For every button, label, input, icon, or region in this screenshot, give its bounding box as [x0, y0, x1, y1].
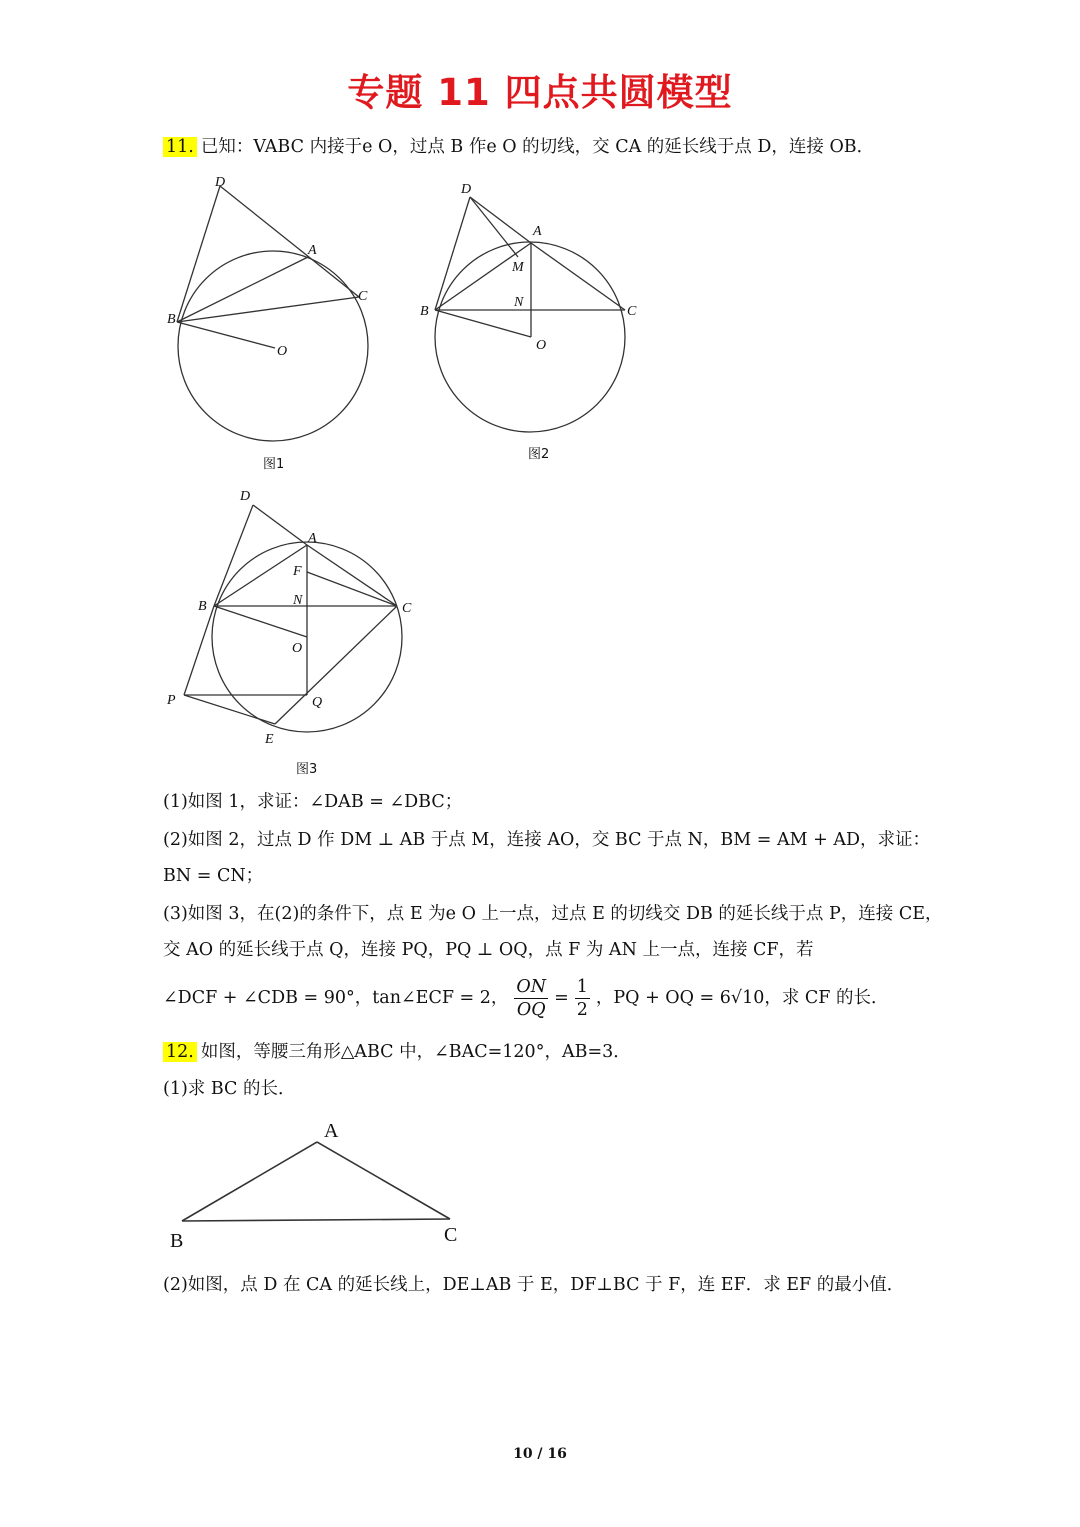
fig1-label-C: C	[358, 289, 368, 304]
q12-stem-line	[163, 1040, 631, 1064]
fraction-equals: =	[554, 988, 569, 1008]
fraction-denominator: OQ	[516, 1000, 546, 1020]
fig3-caption: 图3	[296, 762, 318, 777]
fig3-label-F: F	[293, 564, 302, 579]
half-numerator: 1	[576, 977, 588, 997]
q12-stem: 如图，等腰三角形△ABC 中，∠BAC=120°，AB=3．	[200, 1042, 631, 1062]
figure-3	[160, 482, 430, 782]
fig2-label-N: N	[514, 295, 524, 310]
q12-part1: (1)求 BC 的长．	[163, 1079, 296, 1099]
fig2-label-M: M	[512, 260, 524, 275]
q11-part1: (1)如图 1，求证：∠DAB = ∠DBC；	[163, 792, 463, 812]
q11-part2-line2: BN = CN；	[163, 866, 264, 886]
fig3-label-E: E	[265, 732, 274, 747]
fig2-line-DB	[435, 197, 470, 310]
fig3-label-A: A	[308, 531, 317, 546]
fig1-label-O: O	[277, 344, 288, 359]
fig3-label-B: B	[198, 599, 207, 614]
fig1-label-A: A	[308, 243, 317, 258]
fig3-line-BO	[214, 606, 307, 637]
fig1-line-BO	[177, 322, 275, 348]
page-number: 10 / 16	[513, 1446, 567, 1462]
q12-label-C: C	[444, 1224, 458, 1246]
fig3-label-N: N	[293, 593, 303, 608]
q12-part2: (2)如图，点 D 在 CA 的延长线上，DE⊥AB 于 E，DF⊥BC 于 F，连 EF．求 EF 的最小值．	[163, 1275, 905, 1295]
q11-part3-line3	[163, 976, 889, 1021]
fig3-line-CE	[275, 606, 397, 724]
q11-stem-line	[163, 135, 874, 159]
fig3-line-DB	[214, 505, 253, 606]
figure-1	[160, 170, 390, 480]
fig1-caption: 图1	[263, 457, 285, 472]
page-title: 专题 11 四点共圆模型	[347, 71, 733, 114]
q11-stem: 已知：VABC 内接于e O，过点 B 作e O 的切线，交 CA 的延长线于点 D，连接 OB．	[200, 137, 875, 157]
fig2-line-BO	[435, 310, 531, 337]
fraction-half	[575, 976, 590, 1021]
fig2-label-D: D	[461, 182, 472, 197]
q12-label-B: B	[170, 1230, 184, 1252]
q11-number: 11.	[163, 137, 197, 157]
fig1-line-DC	[220, 186, 359, 297]
q12-line-BA	[182, 1142, 317, 1221]
q11-part2-line1: (2)如图 2，过点 D 作 DM ⊥ AB 于点 M，连接 AO，交 BC 于点 N，BM = AM + AD，求证：	[163, 830, 930, 850]
fig2-label-C: C	[627, 304, 637, 319]
fig2-label-O: O	[536, 338, 547, 353]
fig2-caption: 图2	[528, 447, 550, 462]
q11-part3-condition: ∠DCF + ∠CDB = 90°，tan∠ECF = 2，	[163, 988, 509, 1008]
fig1-label-B: B	[167, 312, 176, 327]
figure-q12-triangle	[160, 1115, 480, 1255]
fig1-line-BC	[177, 297, 359, 322]
fig2-line-AC	[531, 243, 625, 310]
fig2-label-B: B	[420, 304, 429, 319]
fig3-label-P: P	[167, 693, 176, 708]
q12-label-A: A	[324, 1120, 339, 1142]
fig3-label-C: C	[402, 601, 412, 616]
q11-part3-ask: ，PQ + OQ = 6√10，求 CF 的长．	[595, 988, 889, 1008]
figure-2	[415, 175, 655, 465]
half-denominator: 2	[576, 1000, 588, 1020]
fraction-on-oq	[514, 976, 548, 1021]
fig3-label-D: D	[240, 489, 251, 504]
fig1-circle	[178, 251, 368, 441]
fig1-line-DB	[177, 186, 220, 322]
fig3-line-FC	[307, 572, 397, 606]
fig3-line-PE	[184, 695, 275, 724]
fig3-line-AC	[307, 545, 397, 606]
q12-line-AC	[317, 1142, 450, 1219]
q11-part3-line1: (3)如图 3，在(2)的条件下，点 E 为e O 上一点，过点 E 的切线交 DB 的延长线于点 P，连接 CE，	[163, 904, 943, 924]
fraction-numerator: ON	[516, 977, 547, 997]
fig3-label-Q: Q	[312, 695, 323, 710]
q12-number: 12.	[163, 1042, 197, 1062]
fig3-line-DA	[253, 505, 307, 545]
fig2-label-A: A	[533, 224, 542, 239]
q12-line-BC	[182, 1219, 450, 1221]
fig3-line-BP	[184, 606, 214, 695]
q11-part3-line2: 交 AO 的延长线于点 Q，连接 PQ，PQ ⊥ OQ，点 F 为 AN 上一点，连接 CF，若	[163, 940, 814, 960]
fig1-label-D: D	[215, 175, 226, 190]
fig3-label-O: O	[292, 641, 303, 656]
